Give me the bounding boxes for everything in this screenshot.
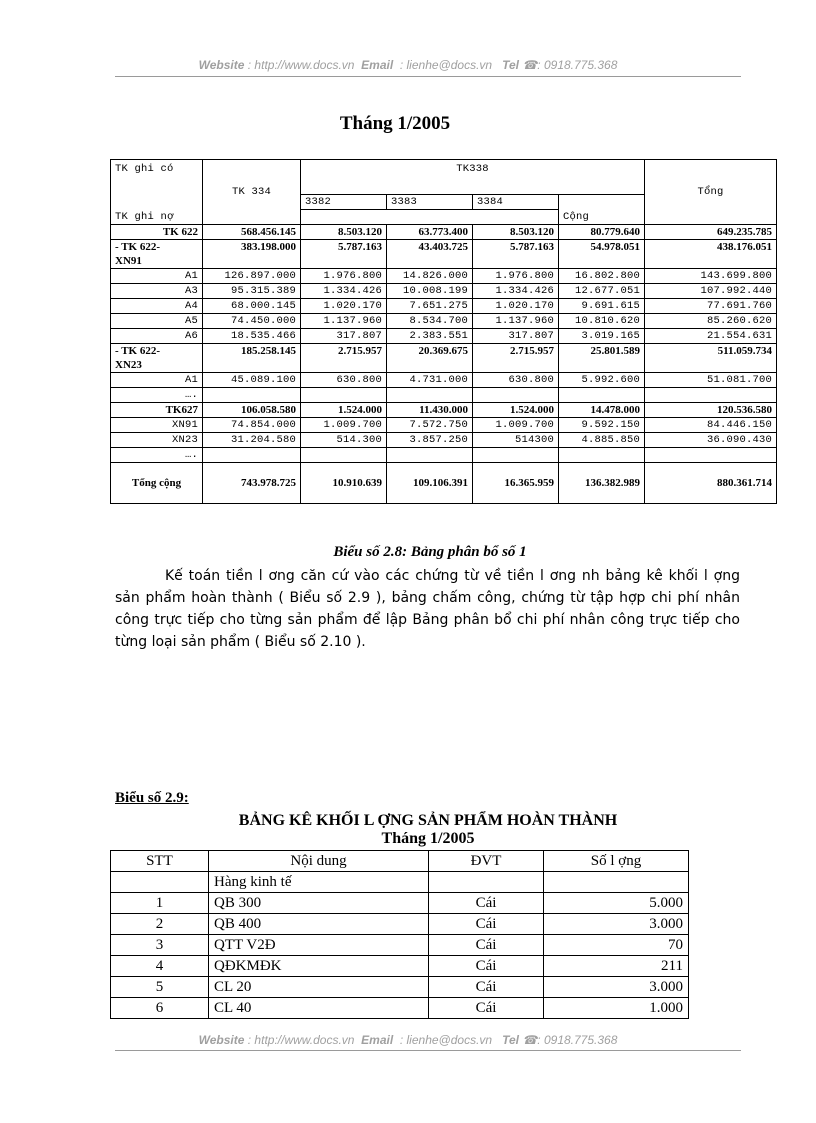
row-value: 3.019.165 (559, 328, 645, 343)
row-label: A6 (111, 328, 203, 343)
header-dvt: ĐVT (429, 851, 544, 872)
row-value: 383.198.000 (203, 239, 301, 268)
row-value: 1.334.426 (301, 283, 387, 298)
unit-cell: Cái (429, 977, 544, 998)
header-3383: 3383 (387, 195, 473, 210)
header-tk-ghi-no: TK ghi nợ (111, 210, 203, 225)
bieu-label: Biểu số 2.9: (115, 790, 189, 806)
allocation-table-body (111, 224, 777, 503)
row-value: 438.176.051 (645, 239, 777, 268)
row-value (473, 447, 559, 462)
table-row (111, 268, 777, 283)
row-value: 74.450.000 (203, 313, 301, 328)
row-value: 7.651.275 (387, 298, 473, 313)
row-value (203, 387, 301, 402)
row-value: 1.009.700 (473, 417, 559, 432)
row-value: 36.090.430 (645, 432, 777, 447)
header-tk338: TK338 (301, 160, 645, 195)
header-tk-ghi-co: TK ghi có (111, 160, 203, 210)
content-cell: CL 40 (209, 998, 429, 1019)
table-row (111, 417, 777, 432)
email-label: Email (361, 1033, 394, 1047)
header-rule (115, 76, 741, 77)
total-value: 16.365.959 (473, 462, 559, 503)
table-row (111, 387, 777, 402)
row-value: 18.535.466 (203, 328, 301, 343)
row-label-line1: - TK 622- (115, 240, 161, 253)
row-value: 7.572.750 (387, 417, 473, 432)
row-value (645, 447, 777, 462)
row-label: …. (111, 387, 203, 402)
phone-icon: ☎ (522, 1033, 538, 1047)
table-row (111, 372, 777, 387)
table-row (111, 343, 777, 372)
quantity-cell (544, 872, 689, 893)
row-value: 5.787.163 (473, 239, 559, 268)
row-value (645, 387, 777, 402)
row-value: 51.081.700 (645, 372, 777, 387)
row-value: 77.691.760 (645, 298, 777, 313)
website-url[interactable]: : http://www.docs.vn (247, 58, 355, 72)
quantity-cell: 211 (544, 956, 689, 977)
table-row (111, 298, 777, 313)
row-value (203, 447, 301, 462)
table-row (111, 914, 689, 935)
row-value: 10.810.620 (559, 313, 645, 328)
stt-cell: 5 (111, 977, 209, 998)
row-value: 511.059.734 (645, 343, 777, 372)
product-table-body (111, 872, 689, 1019)
row-value: 107.992.440 (645, 283, 777, 298)
row-value: 1.020.170 (473, 298, 559, 313)
allocation-table (110, 159, 777, 504)
content-cell: QĐKMĐK (209, 956, 429, 977)
row-value: 68.000.145 (203, 298, 301, 313)
row-label (111, 343, 203, 372)
table-header-row (111, 160, 777, 195)
table-header-row (111, 851, 689, 872)
quantity-cell: 3.000 (544, 977, 689, 998)
row-value: 10.008.199 (387, 283, 473, 298)
stt-cell: 6 (111, 998, 209, 1019)
total-value: 880.361.714 (645, 462, 777, 503)
row-value (301, 387, 387, 402)
row-value: 2.715.957 (473, 343, 559, 372)
table-row (111, 224, 777, 239)
row-label-line1: - TK 622- (115, 344, 161, 357)
row-value: 14.478.000 (559, 402, 645, 417)
row-value: 1.524.000 (473, 402, 559, 417)
row-value: 649.235.785 (645, 224, 777, 239)
row-value: 1.020.170 (301, 298, 387, 313)
row-value: 630.800 (301, 372, 387, 387)
footer-rule (115, 1050, 741, 1051)
table2-subtitle: Tháng 1/2005 (381, 830, 475, 847)
row-value: 317.807 (301, 328, 387, 343)
row-value: 630.800 (473, 372, 559, 387)
email-label: Email (361, 58, 394, 72)
row-value: 21.554.631 (645, 328, 777, 343)
row-value: 5.787.163 (301, 239, 387, 268)
total-value: 743.978.725 (203, 462, 301, 503)
header-spacer (301, 210, 559, 225)
table-row (111, 935, 689, 956)
tel-label: Tel (502, 58, 519, 72)
row-value: 120.536.580 (645, 402, 777, 417)
product-table (110, 850, 689, 1019)
row-label: A1 (111, 372, 203, 387)
stt-cell: 1 (111, 893, 209, 914)
row-value: 84.446.150 (645, 417, 777, 432)
row-value: 85.260.620 (645, 313, 777, 328)
row-value: 31.204.580 (203, 432, 301, 447)
row-label: …. (111, 447, 203, 462)
row-value: 43.403.725 (387, 239, 473, 268)
row-value: 16.802.800 (559, 268, 645, 283)
header-cong: Cộng (559, 195, 645, 225)
row-value: 185.258.145 (203, 343, 301, 372)
table-row (111, 977, 689, 998)
row-value: 514300 (473, 432, 559, 447)
quantity-cell: 5.000 (544, 893, 689, 914)
row-value (559, 387, 645, 402)
quantity-cell: 70 (544, 935, 689, 956)
row-value: 8.503.120 (473, 224, 559, 239)
row-value (387, 387, 473, 402)
unit-cell: Cái (429, 935, 544, 956)
content-cell: CL 20 (209, 977, 429, 998)
row-value: 2.383.551 (387, 328, 473, 343)
row-value: 2.715.957 (301, 343, 387, 372)
header-tk334: TK 334 (203, 160, 301, 225)
row-value: 95.315.389 (203, 283, 301, 298)
row-label: A1 (111, 268, 203, 283)
quantity-cell: 3.000 (544, 914, 689, 935)
table-row (111, 872, 689, 893)
row-value: 143.699.800 (645, 268, 777, 283)
total-value: 136.382.989 (559, 462, 645, 503)
row-label: XN91 (111, 417, 203, 432)
header-tong: Tổng (645, 160, 777, 225)
table-row (111, 239, 777, 268)
row-value: 5.992.600 (559, 372, 645, 387)
row-value: 3.857.250 (387, 432, 473, 447)
row-value: 12.677.051 (559, 283, 645, 298)
unit-cell (429, 872, 544, 893)
row-value (473, 387, 559, 402)
row-value: 4.885.850 (559, 432, 645, 447)
row-label-line2: XN91 (115, 254, 142, 267)
header-3384: 3384 (473, 195, 559, 210)
unit-cell: Cái (429, 998, 544, 1019)
row-value: 63.773.400 (387, 224, 473, 239)
header-3382: 3382 (301, 195, 387, 210)
page-footer (0, 1033, 816, 1047)
row-value: 514.300 (301, 432, 387, 447)
row-value: 25.801.589 (559, 343, 645, 372)
email-address[interactable]: : lienhe@docs.vn (399, 58, 493, 72)
row-value: 8.503.120 (301, 224, 387, 239)
row-value: 45.089.100 (203, 372, 301, 387)
page-title: Tháng 1/2005 (339, 113, 451, 134)
row-label: TK 622 (111, 224, 203, 239)
stt-cell: 2 (111, 914, 209, 935)
table-row (111, 998, 689, 1019)
row-value: 4.731.000 (387, 372, 473, 387)
total-value: 109.106.391 (387, 462, 473, 503)
total-label: Tổng cộng (111, 462, 203, 503)
row-value (387, 447, 473, 462)
row-value: 568.456.145 (203, 224, 301, 239)
row-value: 11.430.000 (387, 402, 473, 417)
stt-cell: 4 (111, 956, 209, 977)
content-cell: QB 300 (209, 893, 429, 914)
table-caption: Biểu số 2.8: Bảng phân bổ số 1 (333, 544, 527, 560)
row-value: 8.534.700 (387, 313, 473, 328)
row-value: 80.779.640 (559, 224, 645, 239)
row-label: A4 (111, 298, 203, 313)
row-label: XN23 (111, 432, 203, 447)
content-cell: Hàng kinh tế (209, 872, 429, 893)
table-row (111, 328, 777, 343)
tel-number: : 0918.775.368 (537, 58, 618, 72)
table-row (111, 447, 777, 462)
row-value: 1.009.700 (301, 417, 387, 432)
table-row (111, 432, 777, 447)
website-url[interactable]: : http://www.docs.vn (247, 1033, 355, 1047)
website-label: Website (198, 1033, 245, 1047)
row-label (111, 239, 203, 268)
page-header (0, 58, 816, 72)
table-row (111, 283, 777, 298)
row-value: 14.826.000 (387, 268, 473, 283)
row-value: 1.137.960 (301, 313, 387, 328)
row-value: 9.592.150 (559, 417, 645, 432)
row-value: 1.976.800 (473, 268, 559, 283)
email-address[interactable]: : lienhe@docs.vn (399, 1033, 493, 1047)
row-label-line2: XN23 (115, 358, 142, 371)
table-row (111, 956, 689, 977)
stt-cell (111, 872, 209, 893)
row-value: 1.334.426 (473, 283, 559, 298)
row-value (301, 447, 387, 462)
body-paragraph: Kế toán tiền l ơng căn cứ vào các chứng từ về tiền l ơng nh bảng kê khối l ợng sản phẩm hoàn thành ( Biểu số 2.9 ), bảng chấm công, chứng từ tập hợp chi phí nhân công trực tiếp cho từng sản phẩm để lập Bảng phân bổ chi phí nhân công trực tiếp cho từng loại sản phẩm ( Biểu số 2.10 ). (115, 568, 740, 650)
table-row (111, 402, 777, 417)
header-noi-dung: Nội dung (209, 851, 429, 872)
unit-cell: Cái (429, 893, 544, 914)
table-row (111, 313, 777, 328)
row-label: TK627 (111, 402, 203, 417)
quantity-cell: 1.000 (544, 998, 689, 1019)
row-value: 54.978.051 (559, 239, 645, 268)
row-value: 74.854.000 (203, 417, 301, 432)
total-value: 10.910.639 (301, 462, 387, 503)
row-value (559, 447, 645, 462)
row-value: 126.897.000 (203, 268, 301, 283)
row-value: 20.369.675 (387, 343, 473, 372)
tel-label: Tel (502, 1033, 519, 1047)
row-value: 106.058.580 (203, 402, 301, 417)
phone-icon: ☎ (522, 58, 538, 72)
row-value: 9.691.615 (559, 298, 645, 313)
header-so-luong: Số l ợng (544, 851, 689, 872)
unit-cell: Cái (429, 914, 544, 935)
row-value: 1.524.000 (301, 402, 387, 417)
tel-number: : 0918.775.368 (537, 1033, 618, 1047)
website-label: Website (198, 58, 245, 72)
total-row (111, 462, 777, 503)
row-label: A5 (111, 313, 203, 328)
row-value: 1.976.800 (301, 268, 387, 283)
stt-cell: 3 (111, 935, 209, 956)
content-cell: QTT V2Đ (209, 935, 429, 956)
row-label: A3 (111, 283, 203, 298)
header-stt: STT (111, 851, 209, 872)
table-row (111, 893, 689, 914)
unit-cell: Cái (429, 956, 544, 977)
row-value: 317.807 (473, 328, 559, 343)
content-cell: QB 400 (209, 914, 429, 935)
row-value: 1.137.960 (473, 313, 559, 328)
table2-title: BẢNG KÊ KHỐI L ỢNG SẢN PHẨM HOÀN THÀNH (238, 812, 618, 829)
